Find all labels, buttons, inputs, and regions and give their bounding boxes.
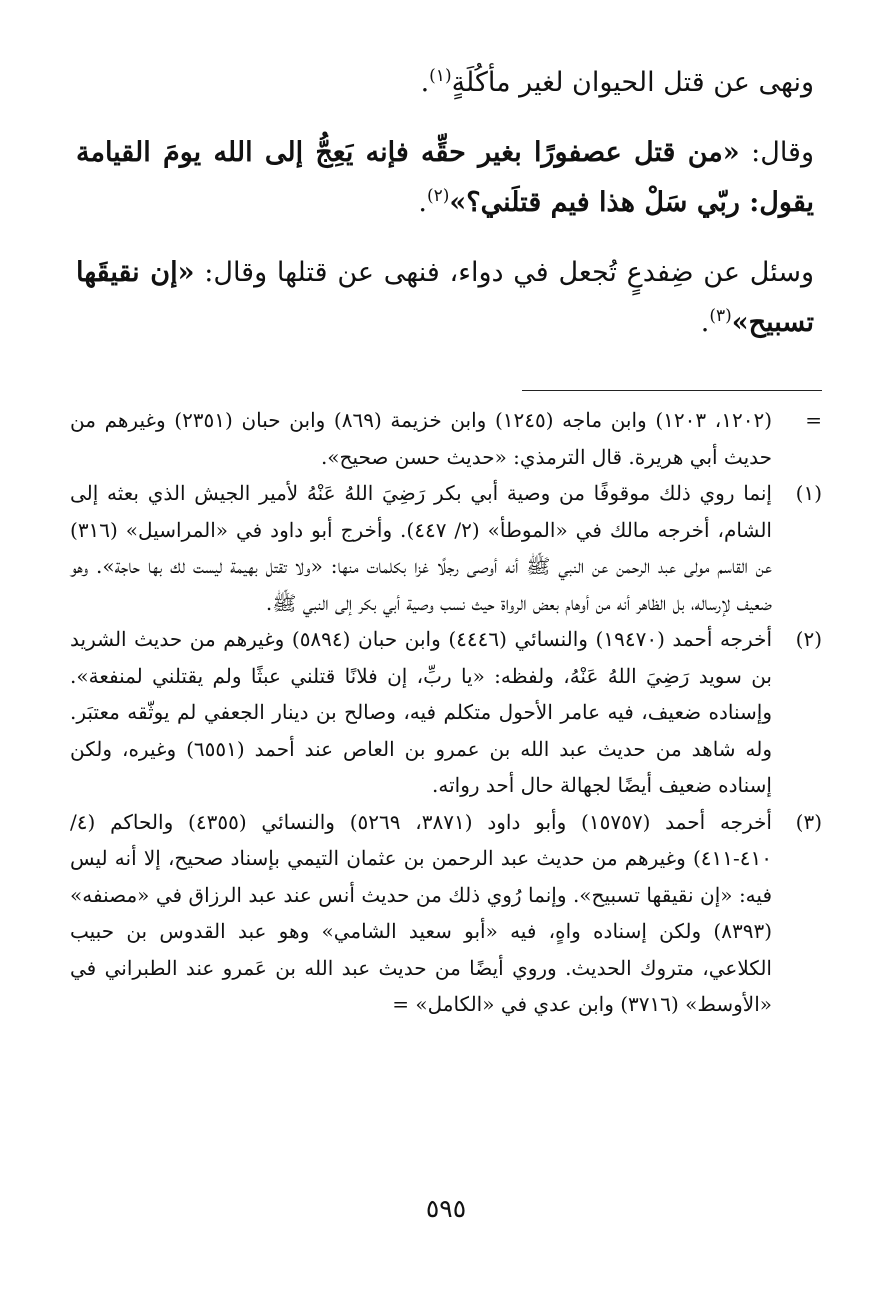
- footnote-marker-1[interactable]: (١): [429, 66, 452, 86]
- paragraph-1: ونهى عن قتل الحيوان لغير مأكُلَةٍ$^{(١)}$.: [420, 66, 814, 98]
- hadith-quote: «من قتل عصفورًا بغير حقِّه فإنه يَعِجُّ إلى الله يومَ القيامة يقول: ربّي سَلْ هذا فيم قتلَني؟»: [76, 137, 814, 218]
- footnotes: [70, 402, 822, 1023]
- paragraph-2: وقال: «من قتل عصفورًا بغير حقِّه فإنه يَعِجُّ إلى الله يومَ القيامة يقول: ربّي سَلْ هذا فيم قتلَني؟»$^{(٢)}$.: [76, 137, 814, 218]
- footnote-separator: [522, 390, 822, 391]
- footnote-number: (٢): [795, 627, 822, 651]
- footnote-text: (١٢٠٢، ١٢٠٣) وابن ماجه (١٢٤٥) وابن خزيمة (٨٦٩) وابن حبان (٢٣٥١) وغيرهم من حديث أبي هريرة. قال الترمذي: «حديث حسن صحيح».: [70, 408, 772, 469]
- footnote-2: [70, 621, 822, 804]
- footnote-marker-3[interactable]: (٣): [709, 306, 732, 326]
- page-number: ٥٩٥: [425, 1194, 467, 1223]
- footnote-number: (٣): [795, 809, 822, 834]
- footnote-text: أخرجه أحمد (١٩٤٧٠) والنسائي (٤٤٤٦) وابن حبان (٥٨٩٤) وغيرهم من حديث الشريد بن سويد رَضِيَ اللهُ عَنْهُ، ولفظه: «يا ربِّ، إن فلانًا قتلني عبثًا ولم يقتلني لمنفعة». وإسناده ضعيف، فيه عامر الأحول متكلم فيه، وصالح بن دينار الجعفي لم يوثّقه معتبَر. وله شاهد من حديث عبد الله بن عمرو بن العاص عند أحمد (٦٥٥١) وغيره، ولكن إسناده ضعيف أيضًا لجهالة حال أحد رواته.: [70, 627, 773, 797]
- footnote-3: [70, 804, 822, 1023]
- paragraph-3: وسئل عن ضِفدعٍ تُجعل في دواء، فنهى عن قتلها وقال: «إن نقيقَها تسبيح»$^{(٣)}$.: [76, 257, 814, 338]
- hadith-quote: «إن نقيقَها تسبيح»: [76, 257, 814, 338]
- footnote-text: أخرجه أحمد (١٥٧٥٧) وأبو داود (٣٨٧١، ٥٢٦٩) والنسائي (٤٣٥٥) والحاكم (٤/ ٤١٠-٤١١) وغيرهم من حديث عبد الرحمن بن عثمان التيمي بإسناد صحيح، إلا أنه ليس فيه: «إن نقيقها تسبيح». وإنما رُوي ذلك من حديث أنس عند عبد الرزاق في «مصنفه» (٨٣٩٣) ولكن إسناده واهٍ، فيه «أبو سعيد الشامي» وهو عبد القدوس بن حبيب الكلاعي، متروك الحديث. وروي أيضًا من حديث عبد الله بن عَمرو عند الطبراني في «الأوسط» (٣٧١٦) وابن عدي في «الكامل» =: [70, 809, 772, 1016]
- footnote-number: =: [805, 408, 822, 432]
- main-text: [76, 58, 814, 368]
- footnote-text: إنما روي ذلك موقوفًا من وصية أبي بكر رَضِيَ اللهُ عَنْهُ لأمير الجيش الذي بعثه إلى الشام، أخرجه مالك في «الموطأ» (٢/ ٤٤٧). وأخرج أبو داود في «المراسيل» (٣١٦) عن القاسم مولى عبد الرحمن عن النبي ﷺ أنه أوصى رجلًا غزا بكلمات منها: «ولا تقتل بهيمة ليست لك بها حاجة». وهو ضعيف لإرساله، بل الظاهر أنه من أوهام بعض الرواة حيث نسب وصية أبي بكر إلى النبي ﷺ.: [70, 481, 772, 615]
- footnote-marker-2[interactable]: (٢): [426, 186, 450, 206]
- footnote-1: [70, 475, 822, 621]
- footnote-number: (١): [795, 481, 822, 505]
- footnote-continuation: [70, 402, 822, 475]
